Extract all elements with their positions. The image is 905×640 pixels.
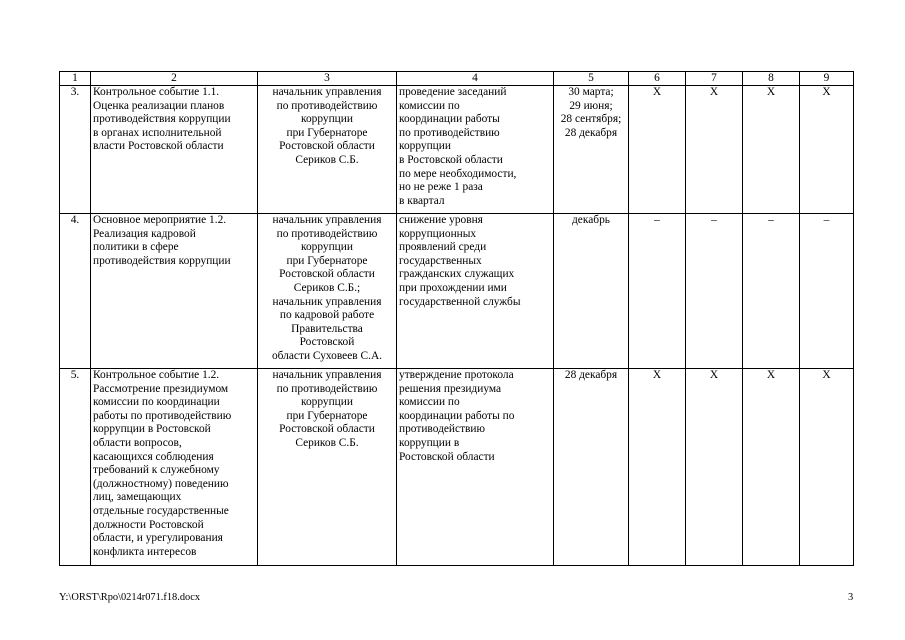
text-line: Правительства (291, 322, 363, 335)
text-line: 30 марта; (568, 86, 614, 98)
text-line: начальник управления (272, 369, 382, 381)
text-line: по противодействию (276, 227, 378, 240)
quarter-4-cell: Х (800, 369, 854, 566)
text-line: комиссии по координации (93, 396, 220, 409)
text-line: противодействия коррупции (93, 254, 231, 267)
text-line: государственных (399, 254, 482, 267)
text-line: при Губернаторе (286, 409, 368, 422)
quarter-3-cell: Х (743, 369, 800, 566)
text-line: должности Ростовской (93, 518, 204, 531)
text-line: комиссии по (399, 99, 460, 112)
header-cell-2: 2 (91, 72, 258, 86)
table-row (60, 369, 854, 566)
text-line: 28 декабря (564, 126, 618, 139)
text-line: касающихся соблюдения (93, 450, 214, 463)
text-line: Ростовской области (279, 140, 375, 153)
text-line: Сериков С.Б. (295, 436, 359, 449)
responsible-cell (258, 214, 397, 369)
text-line: Сериков С.Б. (295, 153, 359, 166)
text-line: проявлений среди (399, 241, 487, 254)
text-line: отдельные государственные (93, 504, 229, 517)
quarter-1-cell: – (629, 214, 686, 369)
header-cell-9: 9 (800, 72, 854, 86)
text-line: коррупции (301, 241, 353, 254)
text-line: Ростовской области (279, 268, 375, 281)
text-line: при Губернаторе (286, 254, 368, 267)
text-line: по противодействию (276, 99, 378, 112)
text-line: в Ростовской области (399, 153, 503, 166)
text-line: области Суховеев С.А. (271, 349, 383, 362)
text-line: коррупции (301, 396, 353, 409)
text-line: области вопросов, (93, 436, 182, 449)
header-cell-8: 8 (743, 72, 800, 86)
responsible-cell (258, 86, 397, 214)
text-line: Ростовской (299, 336, 355, 349)
text-line: проведение заседаний (399, 86, 507, 98)
result-cell (397, 86, 554, 214)
result-cell (397, 214, 554, 369)
text-line: координации работы по (399, 409, 515, 422)
text-line: коррупции в (399, 436, 460, 449)
event-name-cell (91, 86, 258, 214)
text-line: снижение уровня (399, 214, 483, 226)
quarter-4-cell: Х (800, 86, 854, 214)
text-line: противодействию (399, 423, 486, 436)
quarter-2-cell: Х (686, 369, 743, 566)
quarter-3-cell: – (743, 214, 800, 369)
text-line: гражданских служащих (399, 268, 515, 281)
text-line: в квартал (399, 194, 445, 207)
text-line: при прохождении ими (399, 281, 507, 294)
text-line: противодействия коррупции (93, 113, 231, 126)
quarter-2-cell: – (686, 214, 743, 369)
table-row (60, 86, 854, 214)
text-line: власти Ростовской области (93, 140, 224, 153)
text-line: Рассмотрение президиумом (93, 382, 229, 395)
text-line: коррупции (301, 113, 353, 126)
text-line: лиц, замещающих (93, 491, 182, 504)
text-line: требований к служебному (93, 464, 220, 477)
text-line: коррупции в Ростовской (93, 423, 211, 436)
text-line: Основное мероприятие 1.2. (93, 214, 227, 226)
text-line: но не реже 1 раза (399, 181, 483, 194)
text-line: утверждение протокола (399, 369, 514, 381)
text-line: начальник управления (272, 214, 382, 226)
header-cell-3: 3 (258, 72, 397, 86)
text-line: по противодействию (399, 126, 500, 139)
quarter-1-cell: Х (629, 369, 686, 566)
text-line: Реализация кадровой (93, 227, 196, 240)
header-row (60, 72, 854, 86)
text-line: в органах исполнительной (93, 126, 222, 139)
quarter-1-cell: Х (629, 86, 686, 214)
event-name-cell (91, 214, 258, 369)
text-line: Контрольное событие 1.1. (93, 86, 220, 98)
header-cell-7: 7 (686, 72, 743, 86)
header-cell-1: 1 (60, 72, 91, 86)
date-cell (554, 369, 629, 566)
table-row (60, 214, 854, 369)
header-cell-5: 5 (554, 72, 629, 86)
date-cell (554, 214, 629, 369)
quarter-2-cell: Х (686, 86, 743, 214)
plan-table (59, 71, 854, 566)
text-line: (должностному) поведению (93, 477, 229, 490)
text-line: государственной службы (399, 295, 521, 308)
text-line: комиссии по (399, 396, 460, 409)
text-line: коррупционных (399, 227, 477, 240)
header-cell-6: 6 (629, 72, 686, 86)
text-line: 28 сентября; (560, 113, 622, 126)
text-line: при Губернаторе (286, 126, 368, 139)
text-line: Ростовской области (399, 450, 495, 463)
text-line: Контрольное событие 1.2. (93, 369, 220, 381)
text-line: Оценка реализации планов (93, 99, 225, 112)
text-line: по мере необходимости, (399, 167, 517, 180)
date-cell (554, 86, 629, 214)
text-line: конфликта интересов (93, 545, 197, 558)
text-line: коррупции (399, 140, 451, 153)
text-line: работы по противодействию (93, 409, 232, 422)
header-cell-4: 4 (397, 72, 554, 86)
row-number: 4. (60, 214, 91, 369)
page-number: 3 (848, 592, 854, 603)
text-line: 29 июня; (569, 99, 613, 112)
row-number: 3. (60, 86, 91, 214)
text-line: декабрь (572, 214, 610, 226)
text-line: по кадровой работе (279, 309, 375, 322)
quarter-3-cell: Х (743, 86, 800, 214)
text-line: Ростовской области (279, 423, 375, 436)
text-line: начальник управления (272, 295, 382, 308)
text-line: Сериков С.Б.; (293, 281, 361, 294)
row-number: 5. (60, 369, 91, 566)
text-line: координации работы (399, 113, 500, 126)
quarter-4-cell: – (800, 214, 854, 369)
event-name-cell (91, 369, 258, 566)
responsible-cell (258, 369, 397, 566)
text-line: по противодействию (276, 382, 378, 395)
footer-file-path: Y:\ORST\Rpo\0214r071.f18.docx (59, 592, 201, 603)
result-cell (397, 369, 554, 566)
text-line: области, и урегулирования (93, 532, 223, 545)
text-line: начальник управления (272, 86, 382, 98)
text-line: политики в сфере (93, 241, 179, 254)
text-line: решения президиума (399, 382, 502, 395)
text-line: 28 декабря (564, 369, 618, 381)
